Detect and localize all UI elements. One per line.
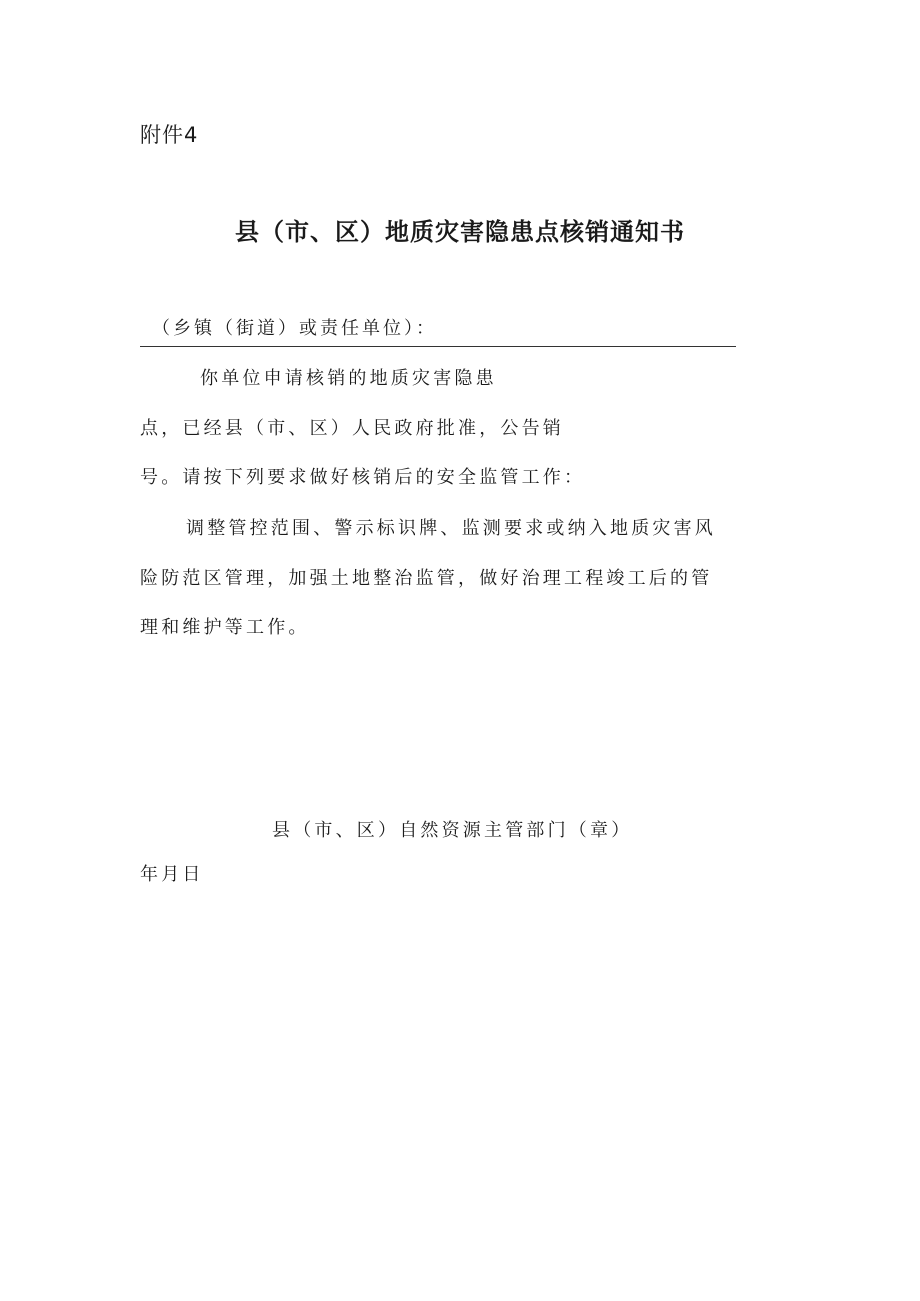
paragraph1-line3: 号。请按下列要求做好核销后的安全监管工作： <box>140 467 586 488</box>
date-line: 年月日 <box>140 864 204 885</box>
paragraph2-line3: 理和维护等工作。 <box>140 617 310 638</box>
paragraph2-line1: 调整管控范围、警示标识牌、监测要求或纳入地质灾害风 <box>186 518 716 539</box>
paragraph1-line2: 点，已经县（市、区）人民政府批准，公告销 <box>140 418 564 439</box>
document-title: 县（市、区）地质灾害隐患点核销通知书 <box>235 218 685 246</box>
addressee-line: （乡镇（街道）或责任单位）： <box>140 314 736 347</box>
paragraph1-line1: 你单位申请核销的地质灾害隐患 <box>200 368 497 389</box>
attachment-label: 附件4 <box>140 123 199 147</box>
paragraph2-line2: 险防范区管理，加强土地整治监管，做好治理工程竣工后的管 <box>140 568 713 589</box>
issuer-signature: 县（市、区）自然资源主管部门（章） <box>272 820 633 841</box>
